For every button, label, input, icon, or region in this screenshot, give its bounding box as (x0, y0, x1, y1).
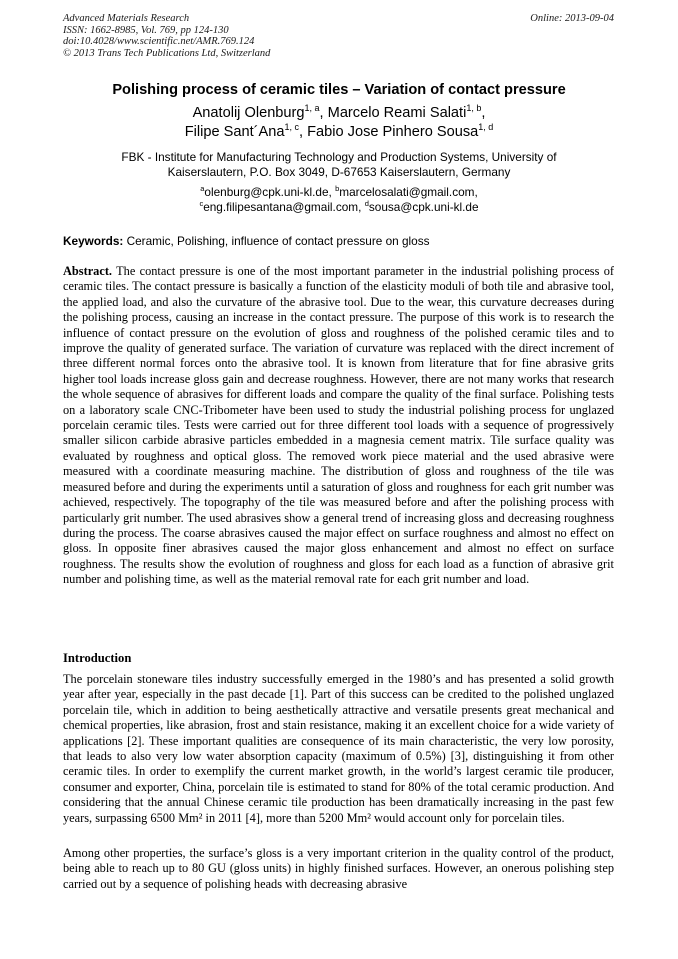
doi-line: doi:10.4028/www.scientific.net/AMR.769.124 (63, 36, 255, 48)
abstract-label: Abstract. (63, 264, 113, 278)
author-name: Marcelo Reami Salati (327, 105, 467, 121)
author-sup: 1, c (284, 122, 299, 132)
author-sup: 1, a (304, 103, 320, 113)
email-link[interactable]: eng.filipesantana@gmail.com, (203, 200, 365, 214)
author-line-1: Anatolij Olenburg$^{1, a}$, Marcelo Reami Salati$^{1, b}$, (192, 103, 486, 121)
abstract (63, 264, 614, 588)
email-link[interactable]: marcelosalati@gmail.com, (339, 185, 478, 199)
email-link[interactable]: sousa@cpk.uni-kl.de (368, 200, 479, 214)
email-line-1: $^a$olenburg@cpk.uni-kl.de, $^b$marcelosalati@gmail.com, (200, 184, 478, 199)
author-name: Anatolij Olenburg (192, 105, 305, 121)
author-line-2: Filipe Sant´Ana$^{1, c}$, Fabio Jose Pinhero Sousa$^{1, d}$ (184, 122, 494, 140)
journal-header (63, 13, 270, 59)
intro-paragraph-2: Among other properties, the surface’s gloss is a very important criterion in the quality control of the product, being able to reach up to 80 GU (gloss units) in highly finished surfaces. However, an onerous polishing step carried out by a sequence of polishing heads with decreasing abrasive (63, 846, 614, 891)
journal-name: Advanced Materials Research (63, 13, 190, 24)
keywords (63, 234, 430, 248)
affiliation (0, 150, 678, 180)
online-date: Online: 2013-09-04 (530, 13, 614, 24)
affiliation-line-1: FBK - Institute for Manufacturing Technology and Production Systems, University of (121, 150, 557, 164)
section-heading-introduction: Introduction (63, 651, 132, 665)
paper-title: Polishing process of ceramic tiles – Variation of contact pressure (112, 82, 566, 98)
author-list (0, 104, 678, 142)
author-emails (0, 185, 678, 215)
author-sup: 1, d (478, 122, 494, 132)
abstract-text: The contact pressure is one of the most important parameter in the industrial polishing process of ceramic tiles. The contact pressure is basically a function of the elasticity moduli of both tile and abrasive tool, the applied load, and also the curvature of the abrasive tool. Due to the wear, this curvature decreases during the polishing process, causing an increase in the contact pressure. The purpose of this work is to research the influence of contact pressure on the evolution of gloss and roughness of the polished ceramic tiles and to improve the quality of generated surface. The variation of curvature was replaced with the direct increment of three different normal forces onto the abrasive tool. It is known from literature that for fine abrasive grits higher tool loads increase gloss gain and decrease roughness. However, there are not many works that research the whole sequence of abrasives for different loads and compare the quality of the final surface. Polishing tests on a laboratory scale CNC-Tribometer have been used to study the industrial polishing process for unglazed porcelain ceramic tiles. Tests were carried out for three different tool loads with a sequence of progressively smaller silicon carbide abrasive particles embedded in a magnesia cement matrix. Tile surface quality was evaluated by roughness and optical gloss. The removed work piece material and the used abrasive were measured with a coordinate measuring machine. The distribution of gloss and roughness of the tile was measured before and during the experiments until a saturation of gloss and roughness for each grit number was achieved, respectively. The topography of the tile was measured before and after the polishing process with particularly grit number. The used abrasives show a general trend of increasing gloss and decreasing roughness during the process. The coarse abrasives caused the major effect on surface roughness and almost no effect on gloss. In opposite finer abrasives caused the major gloss enhancement and almost no effect on surface roughness. The results show the evolution of roughness and gloss for each load as a function of abrasive grit number and polishing time, as well as the material removal rate for each grit number and load. (63, 264, 614, 587)
author-name: Filipe Sant´Ana (184, 124, 285, 140)
author-name: Fabio Jose Pinhero Sousa (307, 124, 479, 140)
copyright-line: © 2013 Trans Tech Publications Ltd, Switzerland (63, 47, 271, 59)
issn-line: ISSN: 1662-8985, Vol. 769, pp 124-130 (63, 24, 229, 36)
author-sup: 1, b (466, 103, 482, 113)
keywords-label: Keywords: (63, 234, 124, 248)
email-line-2: $^c$eng.filipesantana@gmail.com, $^d$sousa@cpk.uni-kl.de (199, 199, 479, 214)
intro-paragraph-1: The porcelain stoneware tiles industry successfully emerged in the 1980’s and has presented a solid growth year after year, especially in the past decade [1]. Part of this success can be credited to the polished unglazed porcelain tile, which in addition to being aesthetically attractive and versatile presents great mechanical and chemical properties, like abrasion, frost and stain resistance, making it an excellent choice for a wide variety of applications [2]. These important qualities are consequence of its main characteristic, the very low porosity, that leads to also very low water absorption capacity (maximum of 0.5%) [3], distinguishing it from other ceramic tiles. In order to exemplify the current market growth, in the world’s largest ceramic tile producer, consumer and exporter, China, porcelain tile is estimated to stand for 80% of the total ceramic production. And considering that the annual Chinese ceramic tile production has been dramatically increasing in the past few years, surpassing 6500 Mm² in 2011 [4], more than 5200 Mm² would account only for porcelain tiles. (63, 672, 614, 825)
keywords-text: Ceramic, Polishing, influence of contact pressure on gloss (123, 234, 430, 248)
affiliation-line-2: Kaiserslautern, P.O. Box 3049, D-67653 Kaiserslautern, Germany (167, 165, 511, 179)
email-link[interactable]: olenburg@cpk.uni-kl.de, (204, 185, 336, 199)
